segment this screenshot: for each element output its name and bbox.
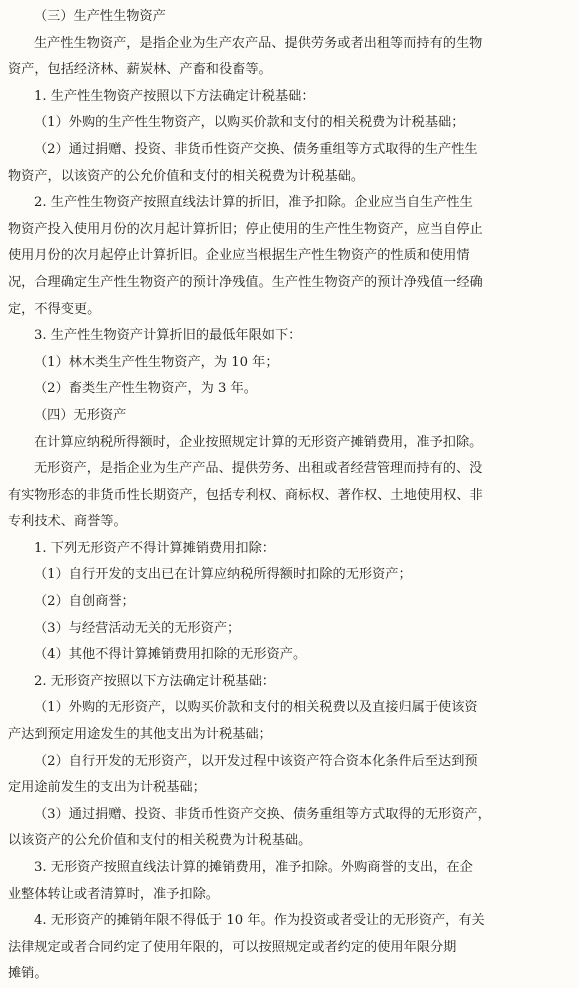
text-line: （3）通过捐赠、投资、非货币性资产交换、债务重组等方式取得的无形资产， [34,806,491,822]
text-line: 有实物形态的非货币性长期资产，包括专利权、商标权、著作权、土地使用权、非 [8,487,483,503]
text-line: 生产性生物资产，是指企业为生产农产品、提供劳务或者出租等而持有的生物 [34,35,483,51]
text-line: 2. 生产性生物资产按照直线法计算的折旧，准予扣除。企业应当自生产性生 [34,195,473,211]
text-line: 业整体转让或者清算时，准予扣除。 [8,886,219,902]
text-line: （4）其他不得计算摊销费用扣除的无形资产。 [34,647,307,663]
text-line: 定，不得变更。 [8,301,101,317]
text-line: （3）与经营活动无关的无形资产； [34,620,241,636]
text-line: （2）自创商誉； [34,594,135,610]
text-line: 资产，包括经济林、薪炭林、产畜和役畜等。 [8,62,272,78]
text-line: 使用月份的次月起停止计算折旧。企业应当根据生产性生物资产的性质和使用情 [8,248,470,264]
text-line: 1. 生产性生物资产按照以下方法确定计税基础： [34,88,315,104]
text-line: （1）林木类生产性生物资产，为 10 年； [34,354,279,370]
text-line: 4. 无形资产的摊销年限不得低于 10 年。作为投资或者受让的无形资产，有关 [34,913,485,929]
text-line: 况，合理确定生产性生物资产的预计净残值。生产性生物资产的预计净残值一经确 [8,274,483,290]
text-line: （1）外购的无形资产，以购买价款和支付的相关税费以及直接归属于使该资 [34,700,478,716]
text-line: 以该资产的公允价值和支付的相关税费为计税基础。 [8,833,312,849]
section-heading: （四）无形资产 [34,407,127,423]
text-line: 3. 无形资产按照直线法计算的摊销费用，准予扣除。外购商誉的支出，在企 [34,860,473,875]
text-line: （2）通过捐赠、投资、非货币性资产交换、债务重组等方式取得的生产性生 [34,141,478,157]
text-line: 无形资产，是指企业为生产产品、提供劳务、出租或者经营管理而持有的、没 [34,461,483,477]
text-line: 3. 生产性生物资产计算折旧的最低年限如下： [34,328,302,344]
document-body [8,4,568,988]
text-line: （2）自行开发的无形资产，以开发过程中该资产符合资本化条件后至达到预 [34,753,478,769]
text-line: 在计算应纳税所得额时，企业按照规定计算的无形资产摊销费用，准予扣除。 [34,434,483,450]
text-line: （1）自行开发的支出已在计算应纳税所得额时扣除的无形资产； [34,567,412,583]
text-line: 物资产，以该资产的公允价值和支付的相关税费为计税基础。 [8,168,365,184]
text-line: 法律规定或者合同约定了使用年限的，可以按照规定或者约定的使用年限分期 [8,939,457,955]
text-line: 2. 无形资产按照以下方法确定计税基础： [34,673,275,689]
text-line: 1. 下列无形资产不得计算摊销费用扣除： [34,540,275,556]
text-line: 物资产投入使用月份的次月起计算折旧；停止使用的生产性生物资产，应当自停止 [8,221,483,237]
text-line: （2）畜类生产性生物资产，为 3 年。 [34,381,257,397]
text-line: 专利技术、商誉等。 [8,514,127,530]
text-line: 摊销。 [8,966,48,982]
text-line: 产达到预定用途发生的其他支出为计税基础； [8,727,272,743]
section-heading: （三）生产性生物资产 [34,9,166,24]
text-line: 定用途前发生的支出为计税基础； [8,780,206,796]
text-line: （1）外购的生产性生物资产，以购买价款和支付的相关税费为计税基础； [34,115,465,131]
